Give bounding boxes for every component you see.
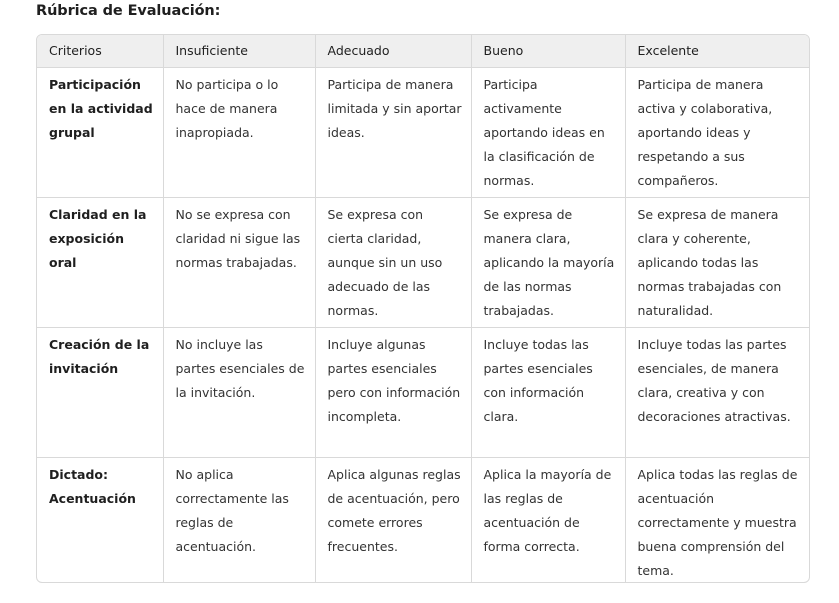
cell-excelente: Incluye todas las partes esenciales, de manera clara, creativa y con decoraciones atractivas. bbox=[625, 328, 809, 458]
cell-criterio: Claridad en la exposición oral bbox=[37, 198, 163, 328]
cell-insuficiente: No incluye las partes esenciales de la invitación. bbox=[163, 328, 315, 458]
cell-insuficiente: No aplica correctamente las reglas de acentuación. bbox=[163, 458, 315, 584]
header-row bbox=[37, 35, 809, 68]
cell-criterio: Participación en la actividad grupal bbox=[37, 68, 163, 198]
cell-adecuado: Participa de manera limitada y sin aportar ideas. bbox=[315, 68, 471, 198]
table-body bbox=[37, 68, 809, 584]
cell-insuficiente: No participa o lo hace de manera inapropiada. bbox=[163, 68, 315, 198]
table-row bbox=[37, 68, 809, 198]
rubric-table-container bbox=[36, 34, 810, 583]
table-header bbox=[37, 35, 809, 68]
cell-adecuado: Incluye algunas partes esenciales pero con información incompleta. bbox=[315, 328, 471, 458]
cell-bueno: Aplica la mayoría de las reglas de acentuación de forma correcta. bbox=[471, 458, 625, 584]
table-row bbox=[37, 328, 809, 458]
cell-bueno: Participa activamente aportando ideas en la clasificación de normas. bbox=[471, 68, 625, 198]
cell-excelente: Participa de manera activa y colaborativa, aportando ideas y respetando a sus compañeros. bbox=[625, 68, 809, 198]
rubric-heading: Rúbrica de Evaluación: bbox=[36, 3, 221, 19]
cell-adecuado: Se expresa con cierta claridad, aunque sin un uso adecuado de las normas. bbox=[315, 198, 471, 328]
cell-excelente: Aplica todas las reglas de acentuación correctamente y muestra buena comprensión del tema. bbox=[637, 467, 798, 578]
cell-excelente: Se expresa de manera clara y coherente, aplicando todas las normas trabajadas con naturalidad. bbox=[625, 198, 809, 328]
header-bueno: Bueno bbox=[471, 35, 625, 68]
cell-insuficiente: No se expresa con claridad ni sigue las normas trabajadas. bbox=[163, 198, 315, 328]
header-insuficiente: Insuficiente bbox=[163, 35, 315, 68]
header-excelente: Excelente bbox=[625, 35, 809, 68]
table-row bbox=[37, 458, 809, 584]
cell-criterio: Creación de la invitación bbox=[37, 328, 163, 458]
cell-bueno: Incluye todas las partes esenciales con información clara. bbox=[471, 328, 625, 458]
header-adecuado: Adecuado bbox=[315, 35, 471, 68]
cell-adecuado: Aplica algunas reglas de acentuación, pero comete errores frecuentes. bbox=[315, 458, 471, 584]
cell-criterio: Dictado: Acentuación bbox=[37, 458, 163, 584]
cell-bueno: Se expresa de manera clara, aplicando la mayoría de las normas trabajadas. bbox=[471, 198, 625, 328]
rubric-table bbox=[37, 35, 809, 583]
table-row bbox=[37, 198, 809, 328]
header-criterios: Criterios bbox=[37, 35, 163, 68]
